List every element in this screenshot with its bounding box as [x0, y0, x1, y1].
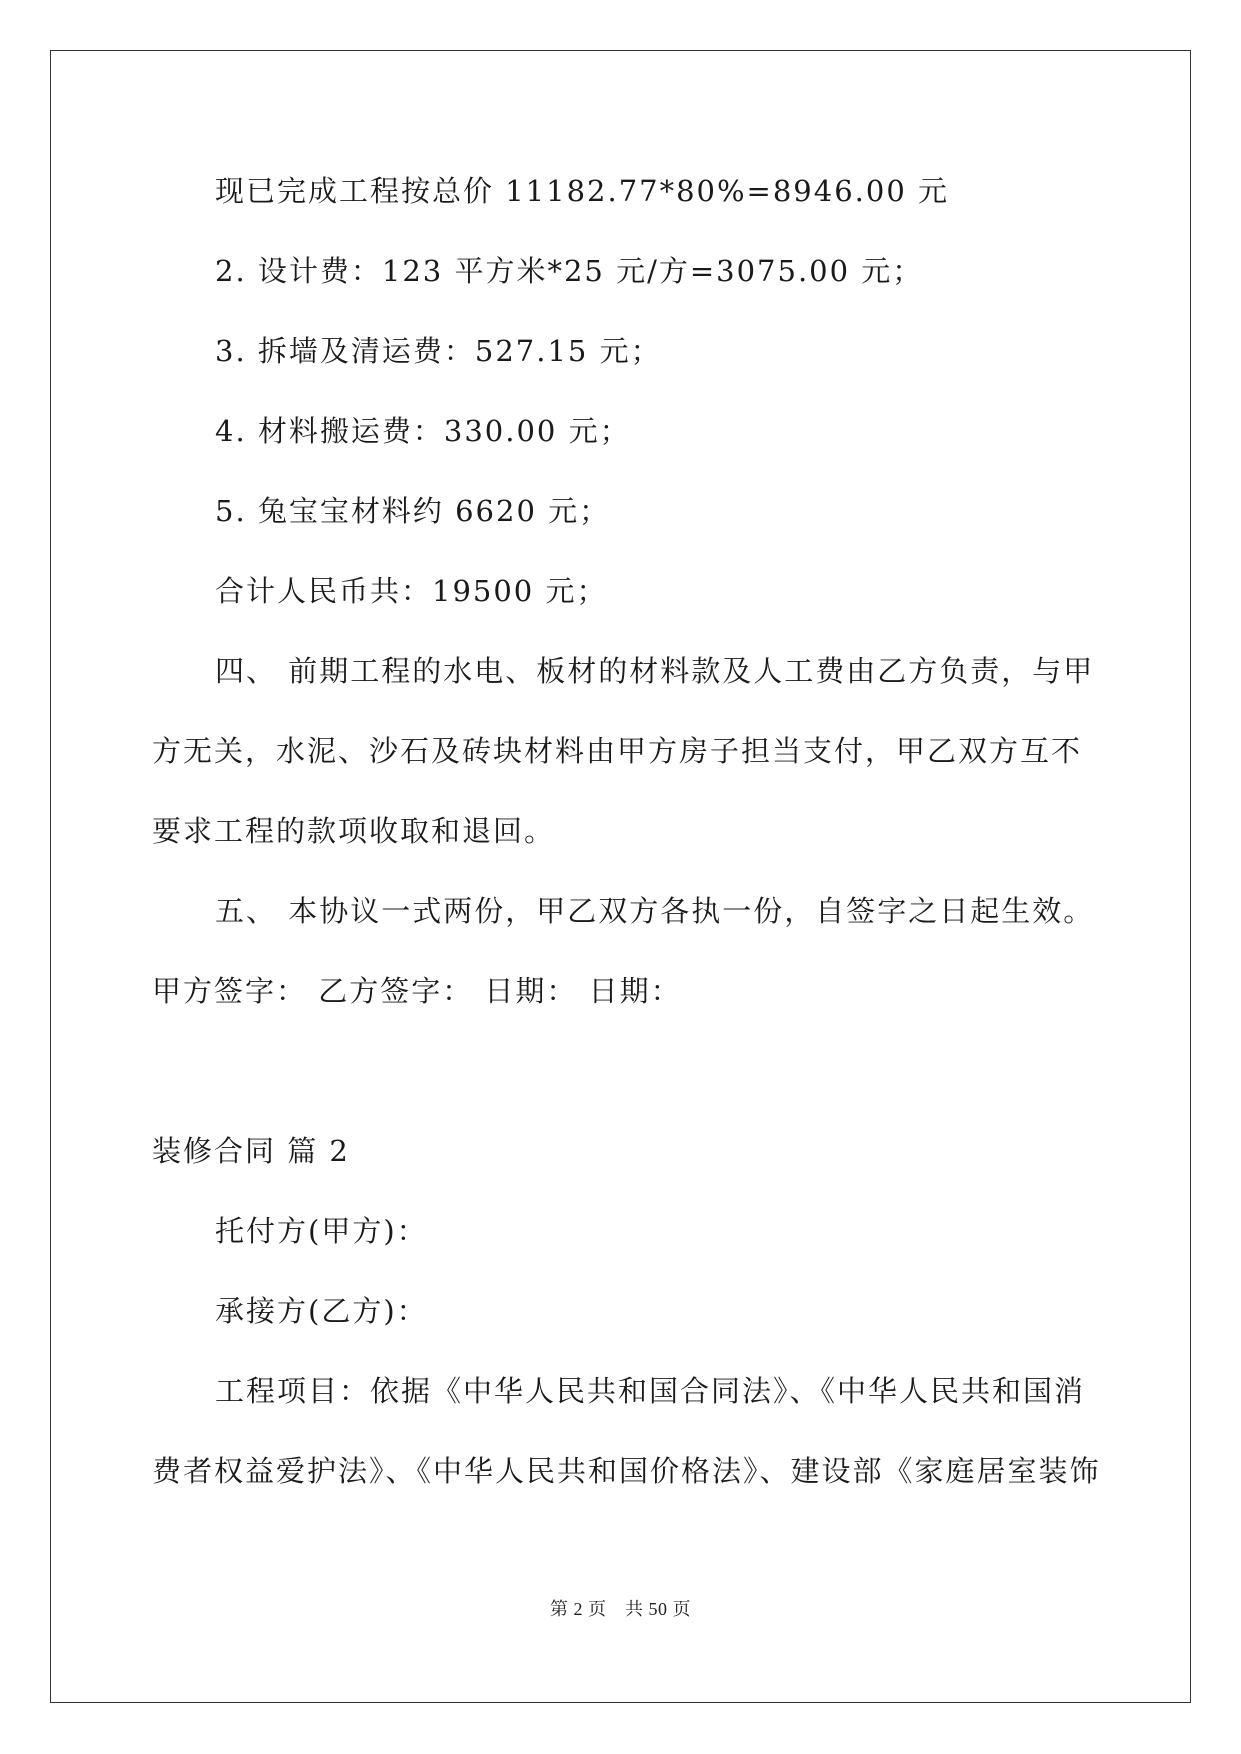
section-heading: 装修合同 篇 2	[152, 1134, 350, 1168]
text-line-design-fee: 2. 设计费：123 平方米*25 元/方=3075.00 元；	[215, 254, 924, 288]
text-line-clause-four-1: 四、 前期工程的水电、板材的材料款及人工费由乙方负责，与甲	[215, 654, 1095, 688]
text-line-clause-five: 五、 本协议一式两份，甲乙双方各执一份，自签字之日起生效。	[215, 894, 1095, 928]
text-line-clause-four-2: 方无关，水泥、沙石及砖块材料由甲方房子担当支付，甲乙双方互不	[152, 734, 1083, 768]
text-line-completed-work: 现已完成工程按总价 11182.77*80%=8946.00 元	[215, 174, 949, 208]
text-line-clause-four-3: 要求工程的款项收取和退回。	[152, 814, 556, 848]
text-line-party-a: 托付方(甲方)：	[215, 1214, 428, 1248]
text-line-project-1: 工程项目：依据《中华人民共和国合同法》、《中华人民共和国消	[215, 1374, 1086, 1408]
text-line-total: 合计人民币共：19500 元；	[215, 574, 608, 608]
text-line-project-2: 费者权益爱护法》、《中华人民共和国价格法》、建设部《家庭居室装饰	[152, 1454, 1101, 1488]
text-line-material-transport-fee: 4. 材料搬运费：330.00 元；	[215, 414, 631, 448]
text-line-demolition-fee: 3. 拆墙及清运费：527.15 元；	[215, 334, 662, 368]
text-line-signatures: 甲方签字： 乙方签字： 日期： 日期：	[152, 974, 682, 1008]
text-line-party-b: 承接方(乙方)：	[215, 1294, 428, 1328]
text-line-material-cost: 5. 兔宝宝材料约 6620 元；	[215, 494, 611, 528]
page-number-footer: 第 2 页 共 50 页	[550, 1599, 691, 1619]
